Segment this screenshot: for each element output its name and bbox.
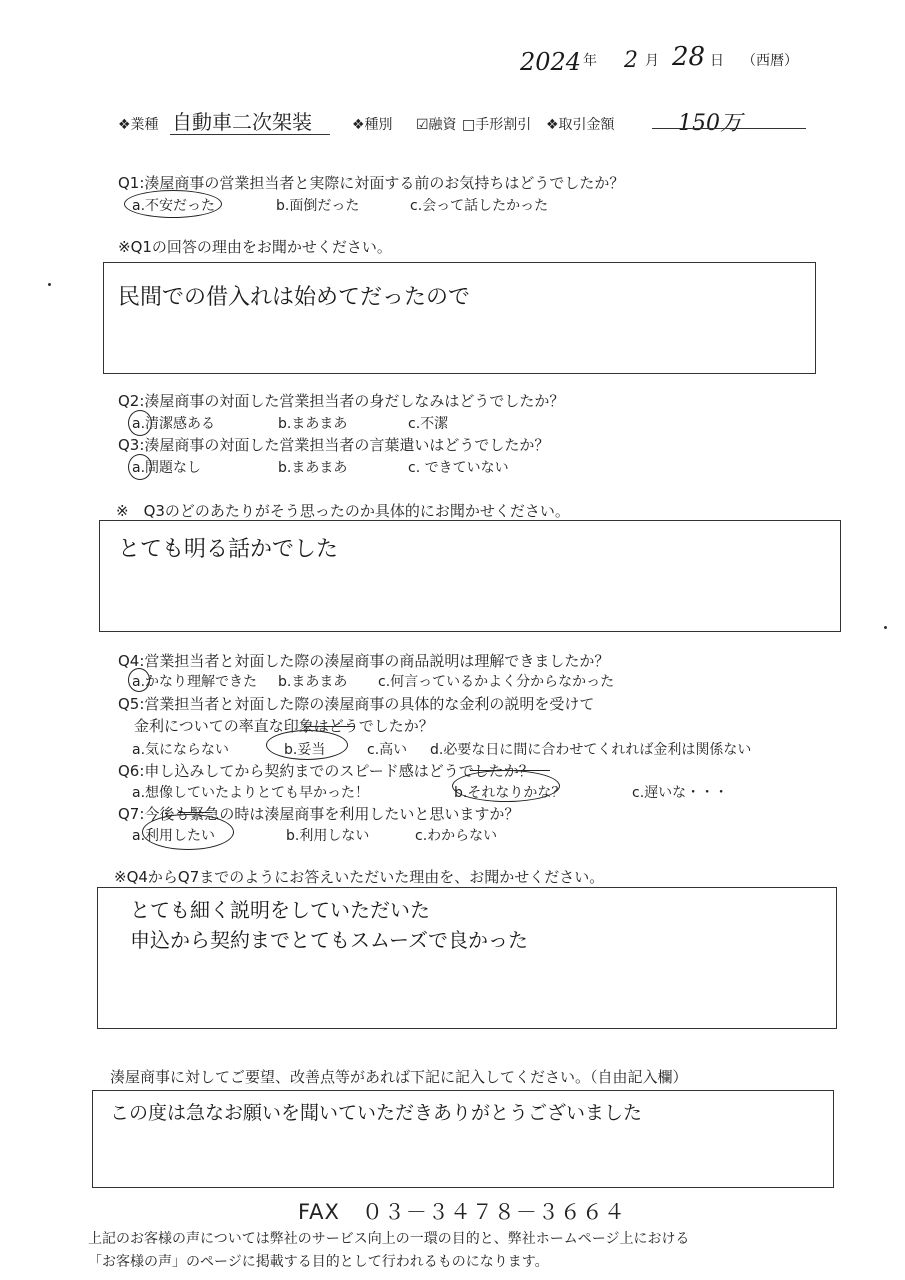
- q1-selected-circle: [124, 190, 222, 218]
- q3-option-c: c. できていない: [408, 460, 509, 476]
- q7-question: Q7:今後も緊急の時は湊屋商事を利用したいと思いますか？: [118, 805, 520, 823]
- q6-option-a: a.想像していたよりとても早かった！: [132, 785, 370, 801]
- type-label: ❖種別: [352, 117, 393, 133]
- q4-selected-circle: [128, 668, 150, 692]
- q5-option-d: d.必要な日に間に合わせてくれれば金利は関係ない: [430, 742, 752, 758]
- type-loan-checkbox: ☑融資: [416, 117, 457, 133]
- q4-option-b: b.まあまあ: [278, 674, 348, 690]
- q4-question: Q4:営業担当者と対面した際の湊屋商事の商品説明は理解できましたか？: [118, 652, 610, 670]
- q3-reason-prompt: ※ Q3のどのあたりがそう思ったのか具体的にお聞かせください。: [116, 502, 570, 520]
- q3-option-a: a.問題なし: [132, 460, 202, 476]
- fax-number: FAX ０３－３４７８－３６６４: [298, 1200, 626, 1224]
- scan-speck: [884, 626, 887, 629]
- scan-speck: [48, 283, 51, 286]
- q7-strike-mark: [178, 812, 212, 813]
- date-day: 28: [672, 42, 706, 72]
- amount-value: 150万: [678, 111, 742, 136]
- q2-selected-circle: [128, 410, 152, 436]
- date-month-unit: 月: [645, 53, 659, 69]
- q7-option-a: a.利用したい: [132, 828, 216, 844]
- q1-reason-box: [103, 262, 816, 374]
- q1-option-b: b.面倒だった: [276, 198, 360, 214]
- q4-option-a: a.かなり理解できた: [132, 674, 258, 690]
- q3-reason-answer: とても明る話かでした: [118, 537, 339, 562]
- q7-selected-circle: [142, 814, 234, 850]
- q7-option-c: c.わからない: [415, 828, 498, 844]
- q1-reason-answer: 民間での借入れは始めてだったので: [118, 285, 471, 310]
- q1-reason-prompt: ※Q1の回答の理由をお聞かせください。: [118, 238, 392, 256]
- q4-option-c: c.何言っているかよく分からなかった: [378, 674, 615, 690]
- q47-reason-prompt: ※Q4からQ7までのようにお答えいただいた理由を、お聞かせください。: [114, 868, 605, 886]
- footer-note-line1: 上記のお客様の声については弊社のサービス向上の一環の目的と、弊社ホームページ上における: [88, 1231, 690, 1247]
- date-calendar: （西暦）: [742, 53, 798, 69]
- date-year-unit: 年: [583, 53, 597, 69]
- q2-option-b: b.まあまあ: [278, 416, 348, 432]
- q7-option-b: b.利用しない: [286, 828, 370, 844]
- amount-underline: [652, 128, 806, 129]
- q5-selected-circle: [266, 730, 348, 760]
- q6-option-b: b.それなりかな？: [454, 785, 566, 801]
- q5-option-c: c.高い: [367, 742, 408, 758]
- q2-option-a: a.清潔感ある: [132, 416, 216, 432]
- q47-reason-answer-line1: とても細く説明をしていただいた: [130, 898, 430, 922]
- industry-underline: [170, 134, 330, 135]
- industry-label: ❖業種: [118, 117, 159, 133]
- q5-option-a: a.気にならない: [132, 742, 230, 758]
- q6-question: Q6:申し込みしてから契約までのスピード感はどうでしたか？: [118, 762, 534, 780]
- q5-question-line1: Q5:営業担当者と対面した際の湊屋商事の具体的な金利の説明を受けて: [118, 695, 595, 713]
- date-year: 2024: [520, 48, 582, 76]
- q47-reason-answer-line2: 申込から契約までとてもスムーズで良かった: [130, 928, 528, 952]
- q5-strike-mark: [304, 726, 354, 727]
- free-prompt: 湊屋商事に対してご要望、改善点等があれば下記に記入してください。（自由記入欄）: [110, 1068, 688, 1086]
- q2-question: Q2:湊屋商事の対面した営業担当者の身だしなみはどうでしたか？: [118, 392, 565, 410]
- q3-question: Q3:湊屋商事の対面した営業担当者の言葉遣いはどうでしたか？: [118, 436, 550, 454]
- q1-question: Q1:湊屋商事の営業担当者と実際に対面する前のお気持ちはどうでしたか？: [118, 174, 625, 192]
- q5-question-line2: 金利についての率直な印象はどうでしたか？: [134, 717, 434, 735]
- date-day-unit: 日: [710, 53, 724, 69]
- date-month: 2: [624, 48, 638, 73]
- q3-selected-circle: [128, 454, 152, 480]
- q5-option-b: b.妥当: [284, 742, 326, 758]
- industry-value: 自動車二次架装: [172, 110, 312, 134]
- footer-note-line2: 「お客様の声」のページに掲載する目的として行われるものになります。: [88, 1254, 549, 1270]
- q1-option-a: a.不安だった: [132, 198, 216, 214]
- free-answer: この度は急なお願いを聞いていただきありがとうございました: [110, 1102, 643, 1124]
- q6-selected-circle: [452, 770, 560, 802]
- q2-option-c: c.不潔: [408, 416, 449, 432]
- q1-option-c: c.会って話したかった: [410, 198, 549, 214]
- q3-option-b: b.まあまあ: [278, 460, 348, 476]
- type-bill-checkbox: □手形割引: [462, 117, 532, 133]
- amount-label: ❖取引金額: [546, 117, 615, 133]
- q6-option-c: c.遅いな・・・: [632, 785, 729, 801]
